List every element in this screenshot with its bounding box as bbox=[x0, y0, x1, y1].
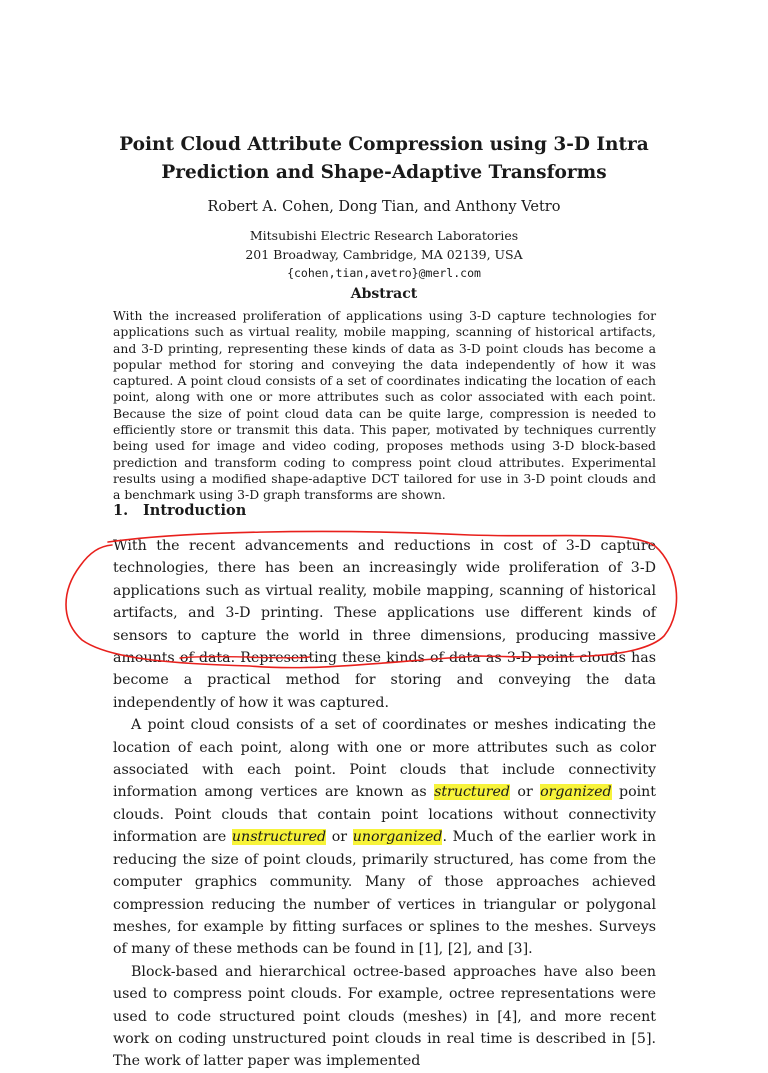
section-title: Introduction bbox=[143, 502, 247, 519]
intro-paragraph-1: With the recent advancements and reductions in cost of 3-D capture technologies, there has been an increasingly wide proliferation of 3-D applications such as virtual reality, mobile mapping, scanning of historical artifacts, and 3-D printing. These applications use different kinds of sensors to capture the world in three dimensions, producing massive amounts of data. Representing these kinds of data as 3-D point clouds has become a practical method for storing and conveying the data independently of how it was captured. bbox=[113, 538, 656, 711]
intro-paragraph-2 bbox=[113, 714, 656, 960]
para2-text-1: A point cloud consists of a set of coordinates or meshes indicating the location of each point, along with one or more attributes such as color associated with each point. Point clouds that include connectivity information among vertices are known as bbox=[113, 717, 656, 801]
intro-paragraph-3: Block-based and hierarchical octree-based approaches have also been used to compress point clouds. For example, octree representations were used to code structured point clouds (meshes) in [4], and more recent work on coding unstructured point clouds in real time is described in [5]. The work of latter paper was implemented bbox=[113, 963, 656, 1070]
paper-title: Point Cloud Attribute Compression using 3-D Intra Prediction and Shape-Adaptive Transforms bbox=[119, 134, 649, 183]
affiliation-name: Mitsubishi Electric Research Laboratories bbox=[249, 228, 519, 243]
affiliation-address: 201 Broadway, Cambridge, MA 02139, USA bbox=[245, 247, 523, 262]
para2-or-2: or bbox=[326, 829, 353, 846]
highlight-unstructured: unstructured bbox=[231, 829, 327, 846]
para2-or-1: or bbox=[510, 784, 541, 801]
affiliation-block bbox=[0, 226, 768, 283]
section-heading bbox=[113, 502, 246, 519]
highlight-unorganized: unorganized bbox=[352, 829, 443, 846]
para2-text-3: . Much of the earlier work in reducing the size of point clouds, primarily structured, has come from the computer graphics community. Many of those approaches achieved compression reducing the number of vertices in triangular or polygonal meshes, for example by fitting surfaces or splines to the meshes. Surveys of many of these methods can be found in [1], [2], and [3]. bbox=[113, 829, 656, 958]
body-text bbox=[113, 535, 656, 1073]
para2-text-2: point clouds. Point clouds that contain point locations without connectivity information are bbox=[113, 784, 656, 846]
abstract-heading: Abstract bbox=[350, 286, 418, 302]
highlight-structured: structured bbox=[434, 784, 511, 801]
section-number: 1. bbox=[113, 502, 129, 519]
abstract-text: With the increased proliferation of applications using 3-D capture technologies for applications such as virtual reality, mobile mapping, scanning of historical artifacts, and 3-D printing, representing these kinds of data as 3-D point clouds has become a popular method for storing and conveying the data independently of how it was captured. A point cloud consists of a set of coordinates indicating the location of each point, along with one or more attributes such as color associated with each point. Because the size of point cloud data can be quite large, compression is needed to efficiently store or transmit this data. This paper, motivated by techniques currently being used for image and video coding, proposes methods using 3-D block-based prediction and transform coding to compress point cloud attributes. Experimental results using a modified shape-adaptive DCT tailored for use in 3-D point clouds and a benchmark using 3-D graph transforms are shown. bbox=[113, 308, 656, 503]
author-email: {cohen,tian,avetro}@merl.com bbox=[287, 266, 481, 280]
author-list: Robert A. Cohen, Dong Tian, and Anthony Vetro bbox=[207, 199, 561, 215]
highlight-organized: organized bbox=[540, 784, 612, 801]
